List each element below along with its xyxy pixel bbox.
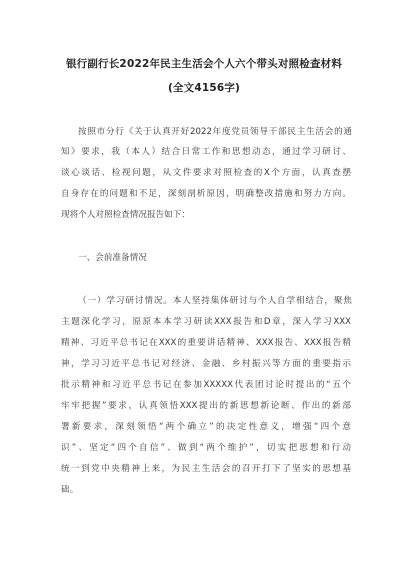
body-line: 神，学习习近平总书记对经济、金融、乡村振兴等方面的重要指示	[61, 359, 351, 369]
body-line: 署新要求，深刻领悟“两个确立”的决定性意义，增强“四个意	[61, 422, 351, 432]
intro-line: 自身存在的问题和不足，深刻剖析原因，明确整改措施和努力方向。	[61, 189, 351, 199]
intro-line: 现将个人对照检查情况报告如下：	[61, 210, 190, 220]
document-title: 银行副行长2022年民主生活会个人六个带头对照检查材料	[65, 58, 343, 70]
body-line: 础。	[61, 485, 79, 495]
body-line: 统一到党中央精神上来，为民主生活会的召开打下了坚实的思想基	[61, 464, 351, 474]
body-line: 批示精神和习近平总书记在参加XXXXX代表团讨论时提出的“五个	[61, 380, 351, 390]
body-line: 识”、坚定“四个自信”、做到“两个维护”，切实把思想和行动	[61, 443, 351, 453]
body-line: 精神、习近平总书记在XXX的重要讲话精神、XXX报告、XXX报告精	[61, 338, 351, 348]
intro-line: 按照市分行《关于认真开好2022年度党员领导干部民主生活会的通	[78, 127, 352, 137]
body-line: 主题深化学习，原原本本学习研读XXX报告和D章，深入学习XXX	[61, 317, 351, 327]
body-line: （一）学习研讨情况。本人坚持集体研讨与个人自学相结合，聚焦	[78, 296, 352, 306]
body-line: 牢牢把握”要求，认真领悟XXX提出的新思想新论断、作出的新部	[61, 401, 351, 411]
section-heading: 一、会前准备情况	[78, 253, 147, 263]
intro-line: 知》要求，我（本人）结合日常工作和思想动态，通过学习研讨、	[61, 147, 351, 157]
document-subtitle: (全文4156字)	[167, 82, 241, 94]
intro-line: 谈心谈话、检视问题，从文件要求对照检查的X个方面，认真查摆	[61, 168, 351, 178]
